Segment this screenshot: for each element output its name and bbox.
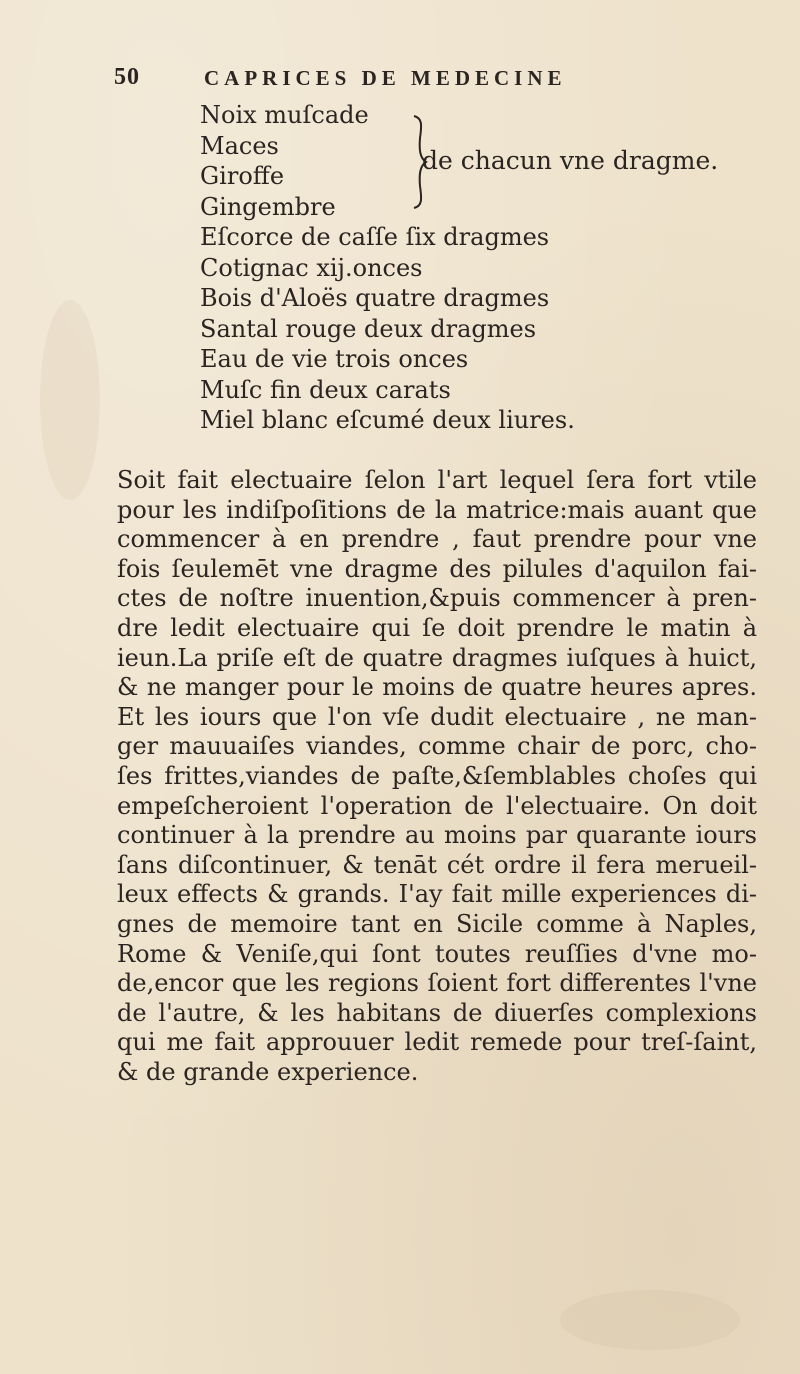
text-line: Soit fait electuaire ſelon l'art lequel ſera fort vtile [117, 466, 757, 494]
ingredient-item: Bois d'Aloës quatre dragmes [200, 284, 550, 312]
text-line: fois ſeulemēt vne dragme des pilules d'aquilon fai- [117, 554, 757, 583]
ingredient-item: Eau de vie trois onces [200, 345, 469, 373]
paper-stain [40, 300, 100, 500]
page-header [114, 64, 674, 98]
paper-stain [560, 1290, 740, 1350]
ingredient-item: Santal rouge deux dragmes [200, 314, 537, 343]
ingredient-item: Cotignac xij.onces [200, 253, 423, 282]
ingredient-brace-group [200, 100, 719, 222]
page-number: 50 [114, 64, 140, 90]
body-paragraph [117, 466, 757, 1087]
text-line: ſes frittes,viandes de paſte,&ſemblables choſes qui [117, 761, 757, 790]
brace-group-note: de chacun vne dragme. [422, 146, 719, 175]
text-line: qui me fait approuuer ledit remede pour treſ-ſaint, [117, 1028, 757, 1057]
text-line: ſans diſcontinuer, & tenāt cét ordre il fera merueil- [117, 850, 757, 879]
ingredient-item: Noix muſcade [200, 101, 369, 129]
text-line: ctes de noſtre inuention,&puis commencer à pren- [117, 584, 757, 613]
text-line: de,encor que les regions ſoient fort differentes l'vne [117, 969, 757, 998]
text-line: pour les indiſpoſitions de la matrice:mais auant que [117, 495, 757, 524]
text-line: & ne manger pour le moins de quatre heures apres. [117, 673, 757, 702]
text-line: Et les iours que l'on vſe dudit electuaire , ne man- [117, 702, 757, 731]
ingredient-item: Maces [200, 131, 279, 160]
text-line: gnes de memoire tant en Sicile comme à Naples, [117, 909, 757, 938]
text-line: leux effects & grands. I'ay fait mille experiences di- [117, 880, 757, 909]
ingredient-item: Giroffe [200, 162, 285, 190]
ingredient-item: Miel blanc eſcumé deux liures. [200, 406, 575, 434]
text-line: ieun.La priſe eſt de quatre dragmes iuſques à huict, [117, 643, 757, 672]
text-line: ger mauuaiſes viandes, comme chair de porc, cho- [117, 732, 757, 761]
ingredient-item: Gingembre [200, 192, 336, 221]
ingredient-list [200, 100, 719, 436]
text-line: empeſcheroient l'operation de l'electuaire. On doit [117, 791, 757, 820]
running-head: CAPRICES DE MEDECINE [204, 66, 567, 90]
text-line: dre ledit electuaire qui ſe doit prendre le matin à [117, 613, 757, 642]
ingredient-item: Eſcorce de caſſe ſix dragmes [200, 223, 550, 251]
ingredient-item: Muſc fin deux carats [200, 375, 451, 404]
text-line: & de grande experience. [117, 1057, 419, 1086]
text-line: continuer à la prendre au moins par quarante iours [117, 821, 757, 850]
text-line: Rome & Veniſe,qui ſont toutes reuſſies d'vne mo- [117, 939, 757, 968]
text-line: commencer à en prendre , faut prendre pour vne [117, 525, 757, 554]
text-line: de l'autre, & les habitans de diuerſes complexions [117, 998, 757, 1027]
